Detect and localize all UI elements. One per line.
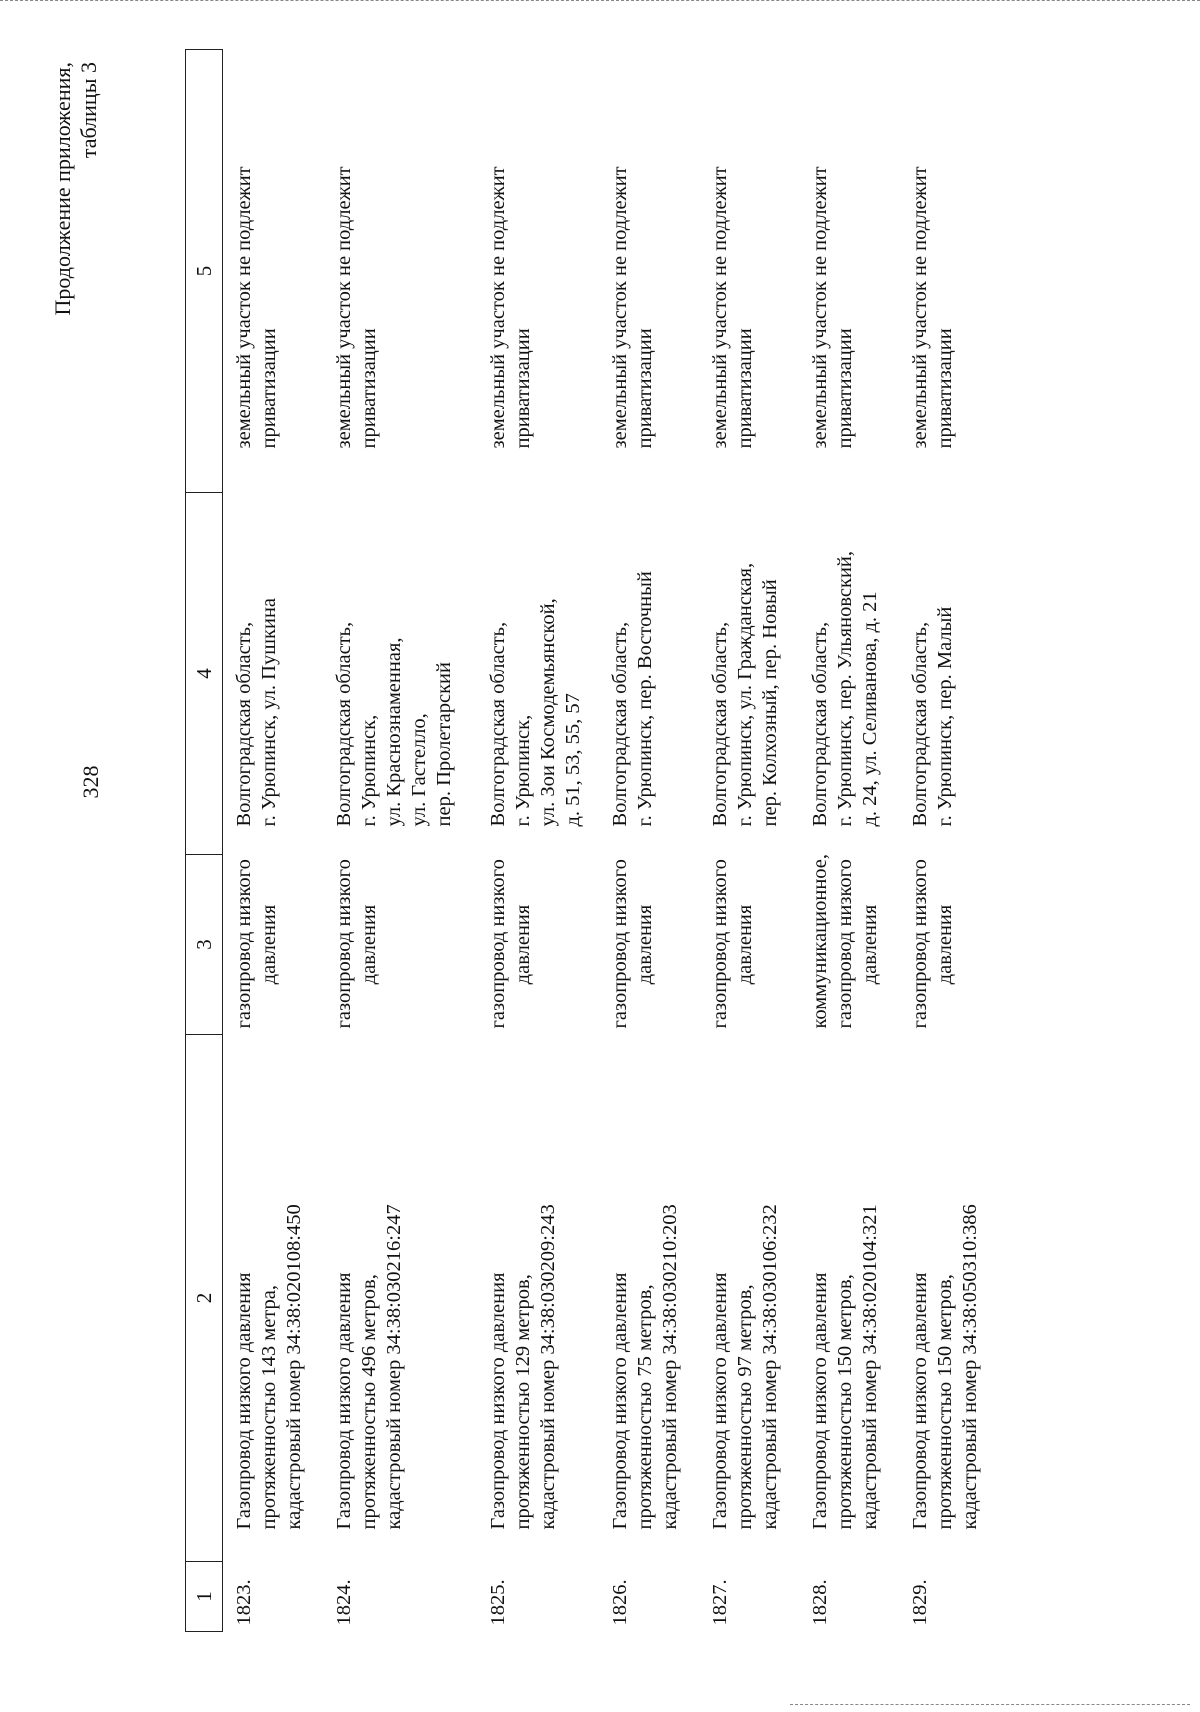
- object-note-line: приватизации: [933, 328, 956, 449]
- object-description-line: протяженностью 496 метров,: [357, 1274, 380, 1530]
- object-type-line: газопровод низкого: [486, 859, 509, 1029]
- table-row: [699, 50, 799, 1632]
- object-note-line: приватизации: [511, 328, 534, 449]
- object-note-line: земельный участок не подлежит: [908, 166, 931, 449]
- object-description-line: кадастровый номер 34:38:020104:321: [858, 1204, 881, 1530]
- object-type-line: давления: [858, 904, 881, 985]
- object-note-line: приватизации: [733, 328, 756, 449]
- object-type-line: газопровод низкого: [908, 859, 931, 1029]
- object-description-line: Газопровод низкого давления: [486, 1272, 509, 1530]
- object-type: [477, 855, 599, 1035]
- object-description: [323, 1035, 477, 1562]
- object-type: [223, 855, 323, 1035]
- caption-line-2: таблицы 3: [76, 62, 101, 159]
- object-note-line: земельный участок не подлежит: [486, 166, 509, 449]
- column-header-5: 5: [186, 50, 223, 493]
- object-description-line: Газопровод низкого давления: [908, 1272, 931, 1530]
- object-description-line: протяженностью 75 метров,: [633, 1284, 656, 1530]
- table-row: [799, 50, 899, 1632]
- object-description-line: кадастровый номер 34:38:050310:386: [958, 1204, 981, 1530]
- object-description-line: Газопровод низкого давления: [233, 1272, 255, 1530]
- object-address: [477, 493, 599, 855]
- object-type: [599, 855, 699, 1035]
- page-number: 328: [78, 765, 103, 799]
- object-type-line: газопровод низкого: [708, 859, 731, 1029]
- object-note-line: земельный участок не подлежит: [233, 166, 255, 449]
- object-description-line: протяженностью 143 метра,: [258, 1285, 280, 1530]
- object-description-line: протяженностью 150 метров,: [833, 1274, 856, 1530]
- row-number: 1827.: [708, 1579, 731, 1626]
- object-description-line: Газопровод низкого давления: [332, 1272, 355, 1530]
- object-address: [899, 493, 1009, 855]
- object-address-line: г. Урюпинск,: [511, 714, 534, 827]
- object-note-line: приватизации: [833, 328, 856, 449]
- object-type-line: давления: [357, 904, 380, 985]
- object-address-line: пер. Колхозный, пер. Новый: [758, 579, 781, 827]
- object-description: [599, 1035, 699, 1562]
- object-address-line: г. Урюпинск, пер. Восточный: [633, 571, 656, 827]
- row-number: 1824.: [332, 1579, 355, 1626]
- object-description-line: кадастровый номер 34:38:030106:232: [758, 1204, 781, 1530]
- row-number: 1829.: [908, 1579, 931, 1626]
- row-number: 1826.: [608, 1579, 631, 1626]
- object-description: [899, 1035, 1009, 1562]
- object-address-line: г. Урюпинск, пер. Ульяновский,: [833, 550, 856, 827]
- object-address: [699, 493, 799, 855]
- object-description: [223, 1035, 323, 1562]
- object-address: [323, 493, 477, 855]
- object-description-line: Газопровод низкого давления: [708, 1272, 731, 1530]
- object-type-line: давления: [511, 904, 534, 985]
- row-number: 1828.: [808, 1579, 831, 1626]
- object-address-line: Волгоградская область,: [808, 621, 831, 827]
- column-header-3: 3: [186, 855, 223, 1035]
- object-note: [599, 50, 699, 493]
- table-caption: [50, 62, 102, 362]
- object-address-line: г. Урюпинск, ул. Пушкина: [258, 597, 280, 827]
- object-address-line: г. Урюпинск, ул. Гражданская,: [733, 562, 756, 827]
- object-address-line: Волгоградская область,: [332, 621, 355, 827]
- object-address-line: г. Урюпинск,: [357, 714, 380, 827]
- object-note-line: земельный участок не подлежит: [708, 166, 731, 449]
- object-address-line: г. Урюпинск, пер. Малый: [933, 606, 956, 827]
- object-address: [599, 493, 699, 855]
- table-row: [223, 50, 323, 1632]
- object-note: [699, 50, 799, 493]
- object-type-line: газопровод низкого: [608, 859, 631, 1029]
- object-description-line: кадастровый номер 34:38:030210:203: [658, 1204, 681, 1530]
- object-type-line: газопровод низкого: [833, 859, 856, 1029]
- object-type-line: газопровод низкого: [332, 859, 355, 1029]
- table-row: [899, 50, 1009, 1632]
- object-address-line: Волгоградская область,: [608, 621, 631, 827]
- table-row: [323, 50, 477, 1632]
- object-description: [799, 1035, 899, 1562]
- object-description-line: кадастровый номер 34:38:030209:243: [536, 1204, 559, 1530]
- table-body: [223, 50, 1009, 1632]
- object-address-line: Волгоградская область,: [708, 621, 731, 827]
- object-description: [699, 1035, 799, 1562]
- object-description-line: протяженностью 150 метров,: [933, 1274, 956, 1530]
- object-note-line: земельный участок не подлежит: [608, 166, 631, 449]
- registry-table: [185, 49, 1009, 1632]
- object-note-line: земельный участок не подлежит: [332, 166, 355, 449]
- object-note: [477, 50, 599, 493]
- object-type: [799, 855, 899, 1035]
- row-number: 1825.: [486, 1579, 509, 1626]
- table-row: [599, 50, 699, 1632]
- column-header-4: 4: [186, 493, 223, 855]
- object-note-line: приватизации: [633, 328, 656, 449]
- object-address-line: ул. Гастелло,: [407, 713, 430, 827]
- object-address-line: Волгоградская область,: [486, 621, 509, 827]
- table-header-row: [186, 50, 223, 1632]
- column-header-1: 1: [186, 1562, 223, 1632]
- object-description-line: кадастровый номер 34:38:020108:450: [283, 1204, 305, 1530]
- object-note: [899, 50, 1009, 493]
- object-description: [477, 1035, 599, 1562]
- object-type-line: давления: [258, 904, 280, 985]
- object-address-line: Волгоградская область,: [908, 621, 931, 827]
- object-description-line: Газопровод низкого давления: [808, 1272, 831, 1530]
- object-address-line: д. 51, 53, 55, 57: [561, 693, 584, 827]
- object-note-line: земельный участок не подлежит: [808, 166, 831, 449]
- object-type-line: давления: [933, 904, 956, 985]
- column-header-2: 2: [186, 1035, 223, 1562]
- object-note-line: приватизации: [258, 328, 280, 449]
- object-address: [223, 493, 323, 855]
- object-description-line: Газопровод низкого давления: [608, 1272, 631, 1530]
- object-type: [899, 855, 1009, 1035]
- object-description-line: кадастровый номер 34:38:030216:247: [382, 1204, 405, 1530]
- object-note: [323, 50, 477, 493]
- object-address-line: д. 24, ул. Селиванова, д. 21: [858, 591, 881, 827]
- object-address-line: Волгоградская область,: [233, 621, 255, 827]
- object-type-line: давления: [633, 904, 656, 985]
- object-note: [223, 50, 323, 493]
- object-address: [799, 493, 899, 855]
- object-type: [323, 855, 477, 1035]
- caption-line-1: Продолжение приложения,: [50, 62, 75, 316]
- object-address-line: пер. Пролетарский: [432, 662, 455, 827]
- object-type-line: давления: [733, 904, 756, 985]
- object-type-line: коммуникационное,: [808, 853, 831, 1029]
- row-number: 1823.: [233, 1579, 255, 1626]
- object-type-line: газопровод низкого: [233, 859, 255, 1029]
- object-note: [799, 50, 899, 493]
- object-description-line: протяженностью 97 метров,: [733, 1284, 756, 1530]
- object-address-line: ул. Краснознаменная,: [382, 637, 405, 827]
- object-description-line: протяженностью 129 метров,: [511, 1274, 534, 1530]
- object-type: [699, 855, 799, 1035]
- object-address-line: ул. Зои Космодемьянской,: [536, 598, 559, 827]
- table-row: [477, 50, 599, 1632]
- object-note-line: приватизации: [357, 328, 380, 449]
